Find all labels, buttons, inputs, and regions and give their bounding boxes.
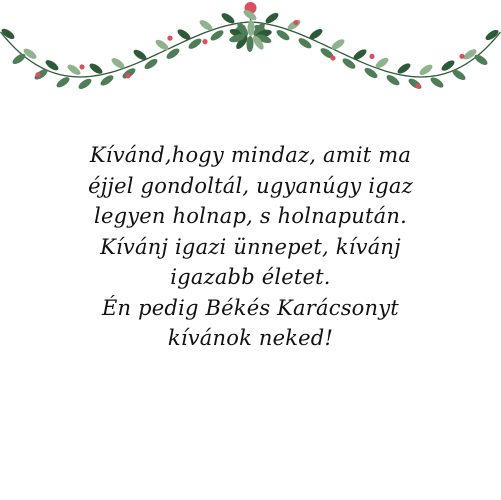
garland-berry	[369, 54, 374, 59]
message-line-6: Én pedig Békés Karácsonyt	[102, 295, 399, 320]
garland-berry	[293, 20, 298, 25]
message-line-2: éjjel gondoltál, ugyanúgy igaz	[88, 173, 413, 198]
garland-leaf	[385, 73, 401, 87]
garland-berry	[202, 39, 207, 44]
garland-berry	[79, 64, 84, 69]
garland-leaf	[88, 62, 104, 76]
garland-berry	[125, 73, 130, 78]
garland-leaf	[11, 52, 27, 66]
garland-leaf	[264, 11, 280, 25]
garland-berry	[330, 55, 335, 60]
garland-berry	[167, 36, 172, 41]
garland-leaf	[22, 47, 38, 61]
garland-leaf	[418, 63, 434, 77]
garland-leaf	[407, 77, 423, 91]
garland-berry	[459, 54, 464, 59]
christmas-garland-icon	[0, 0, 501, 110]
garland-leaf	[66, 63, 82, 77]
garland-leaf	[473, 53, 489, 67]
garland-leaf	[220, 11, 236, 25]
garland-leaf	[99, 73, 115, 87]
garland-branch-right	[251, 22, 501, 77]
garland-leaf	[55, 75, 71, 89]
greeting-message	[30, 140, 471, 354]
garland-leaf	[396, 61, 412, 75]
message-line-3: legyen holnap, s holnapután.	[94, 204, 407, 228]
garland-berry	[415, 83, 420, 88]
message-line-4: Kívánj igazi ünnepet, kívánj	[100, 234, 401, 259]
garland-leaf	[429, 75, 445, 89]
message-line-7: kívánok neked!	[167, 326, 334, 350]
garland-leaf	[462, 47, 478, 61]
message-line-1: Kívánd,hogy mindaz, amit ma	[89, 143, 412, 167]
garland-berry	[35, 72, 40, 77]
message-line-5: igazabb életet.	[170, 265, 331, 289]
garland-leaf	[77, 77, 93, 91]
garland-branch-left	[1, 22, 251, 77]
